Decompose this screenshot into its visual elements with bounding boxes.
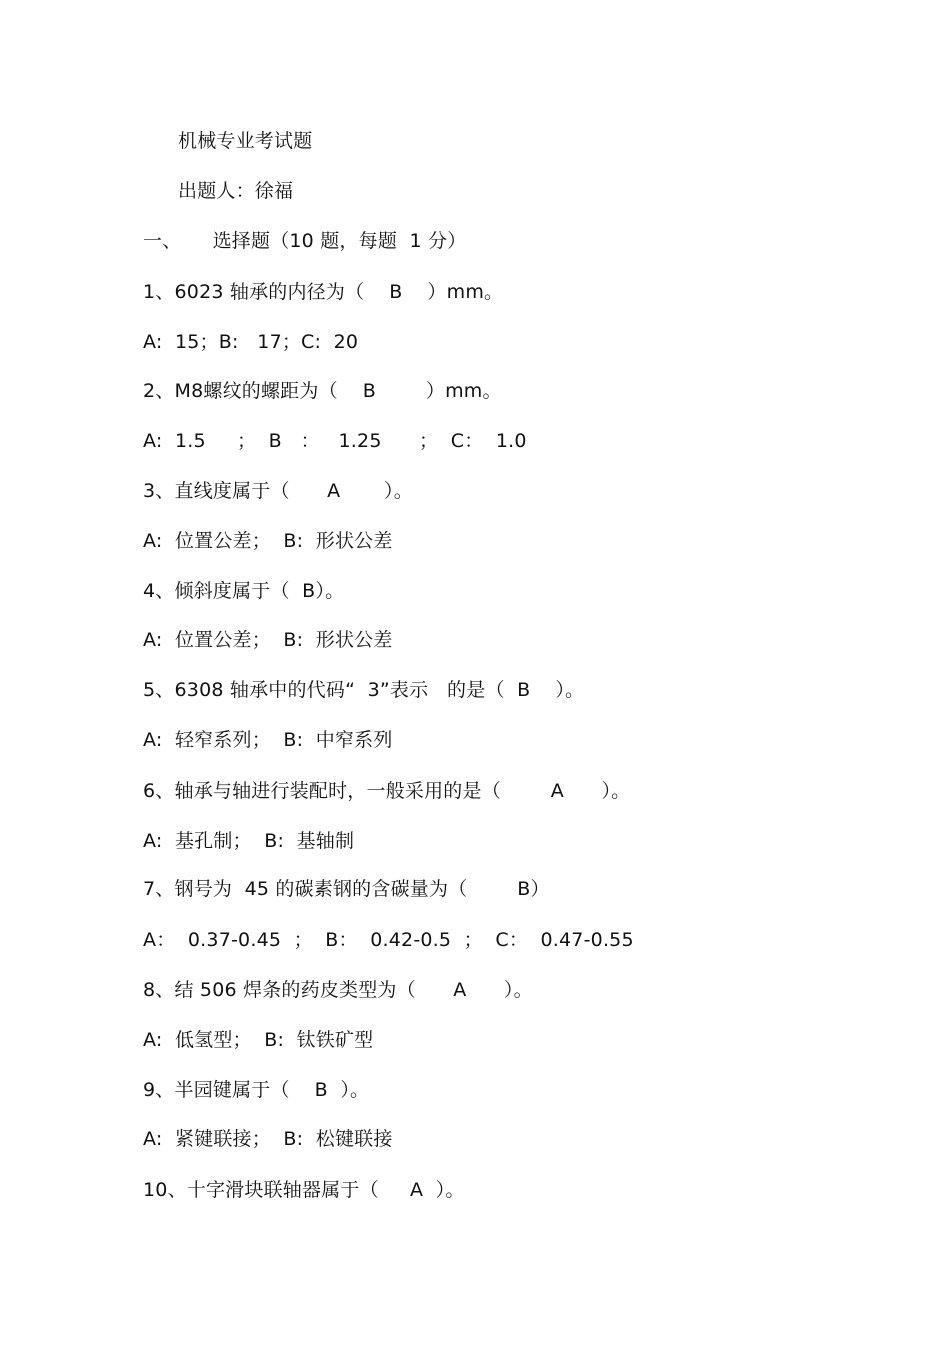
question-6: 6、轴承与轴进行装配时，一般采用的是（ A ）。 bbox=[143, 780, 631, 802]
options-5: A: 轻窄系列； B: 中窄系列 bbox=[143, 729, 393, 751]
question-3: 3、直线度属于（ A ）。 bbox=[143, 480, 413, 502]
question-1: 1、6023 轴承的内径为（ B ）mm。 bbox=[143, 281, 504, 303]
options-3: A: 位置公差； B: 形状公差 bbox=[143, 530, 393, 552]
author-line: 出题人：徐福 bbox=[178, 180, 294, 202]
question-5: 5、6308 轴承中的代码“ 3”表示 的是（ B ）。 bbox=[143, 679, 585, 701]
question-7: 7、钢号为 45 的碳素钢的含碳量为（ B） bbox=[143, 878, 550, 900]
question-8: 8、结 506 焊条的药皮类型为（ A ）。 bbox=[143, 979, 533, 1001]
options-8: A: 低氢型； B: 钛铁矿型 bbox=[143, 1029, 374, 1051]
options-7: A： 0.37-0.45 ； B： 0.42-0.5 ； C： 0.47-0.55 bbox=[143, 929, 634, 951]
section-heading: 一、 选择题（10 题，每题 1 分） bbox=[143, 230, 467, 252]
question-9: 9、半园键属于（ B ）。 bbox=[143, 1079, 370, 1101]
question-4: 4、倾斜度属于（ B）。 bbox=[143, 580, 345, 602]
options-2: A: 1.5 ； B ： 1.25 ； C： 1.0 bbox=[143, 430, 527, 452]
question-10: 10、十字滑块联轴器属于（ A ）。 bbox=[143, 1179, 465, 1201]
options-6: A: 基孔制； B: 基轴制 bbox=[143, 830, 355, 852]
options-4: A: 位置公差； B: 形状公差 bbox=[143, 629, 393, 651]
options-1: A: 15；B: 17；C: 20 bbox=[143, 331, 359, 353]
page-title: 机械专业考试题 bbox=[178, 130, 313, 152]
question-2: 2、M8螺纹的螺距为（ B ）mm。 bbox=[143, 380, 502, 402]
options-9: A: 紧键联接； B: 松键联接 bbox=[143, 1128, 393, 1150]
